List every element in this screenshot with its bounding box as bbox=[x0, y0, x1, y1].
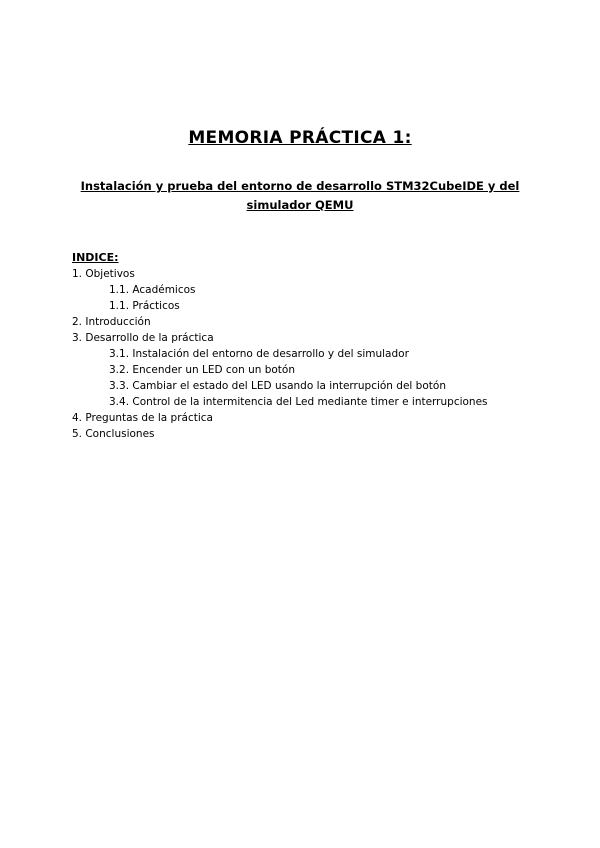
toc-item-conclusiones: 5. Conclusiones bbox=[72, 428, 155, 440]
toc-item-desarrollo: 3. Desarrollo de la práctica bbox=[72, 332, 214, 344]
toc-item-instalacion: 3.1. Instalación del entorno de desarrollo y del simulador bbox=[109, 348, 409, 360]
document-title: MEMORIA PRÁCTICA 1: bbox=[188, 128, 412, 148]
index-heading: INDICE: bbox=[72, 251, 119, 264]
toc-item-preguntas: 4. Preguntas de la práctica bbox=[72, 412, 213, 424]
toc-item-practicos: 1.1. Prácticos bbox=[109, 300, 180, 312]
toc-item-cambiar-estado-led: 3.3. Cambiar el estado del LED usando la interrupción del botón bbox=[109, 380, 446, 392]
table-of-contents bbox=[72, 250, 552, 442]
toc-item-objetivos: 1. Objetivos bbox=[72, 268, 135, 280]
toc-item-introduccion: 2. Introducción bbox=[72, 316, 151, 328]
toc-item-encender-led: 3.2. Encender un LED con un botón bbox=[109, 364, 296, 376]
toc-item-control-intermitencia: 3.4. Control de la intermitencia del Led mediante timer e interrupciones bbox=[109, 396, 488, 408]
document-subtitle: Instalación y prueba del entorno de desarrollo STM32CubeIDE y del simulador QEMU bbox=[80, 179, 520, 212]
toc-item-academicos: 1.1. Académicos bbox=[109, 284, 196, 296]
